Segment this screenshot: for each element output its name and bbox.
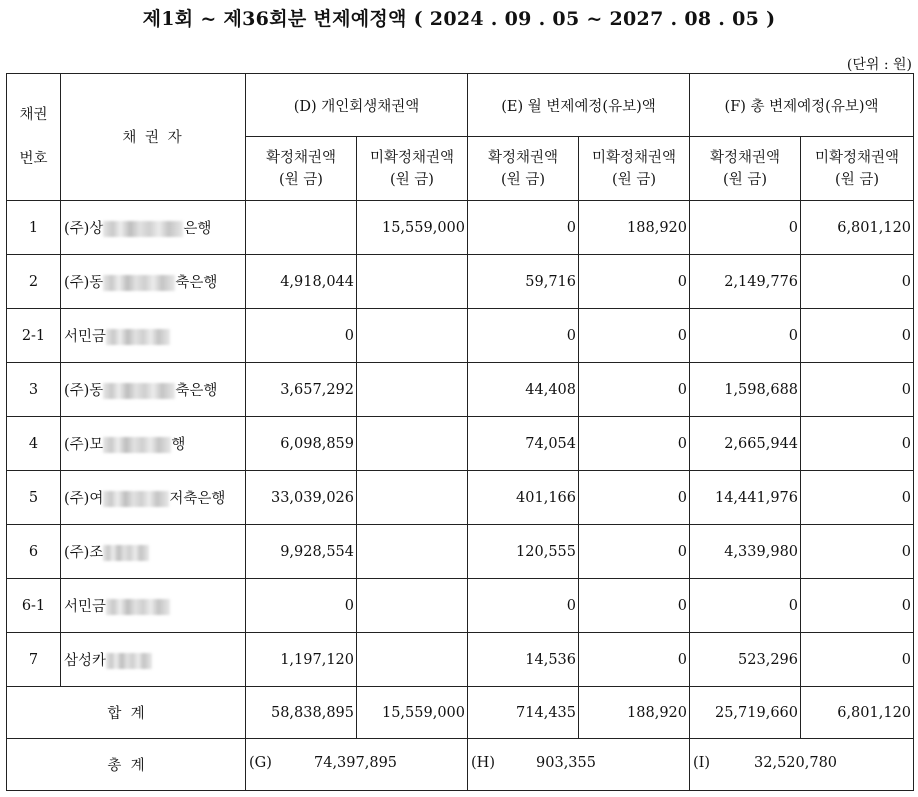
row-no: 7 — [7, 633, 61, 687]
header-group-f: (F) 총 변제예정(유보)액 — [690, 74, 914, 137]
cell-e-unconfirmed: 0 — [579, 579, 690, 633]
grand-total-label: 총 계 — [7, 739, 246, 791]
cell-e-unconfirmed: 0 — [579, 525, 690, 579]
redaction-mask — [103, 545, 149, 561]
row-creditor: (주)동 축은행 — [61, 363, 246, 417]
cell-e-unconfirmed: 0 — [579, 417, 690, 471]
cell-f-confirmed: 4,339,980 — [690, 525, 801, 579]
cell-f-confirmed: 2,149,776 — [690, 255, 801, 309]
cell-e-confirmed: 0 — [468, 201, 579, 255]
cell-d-confirmed: 4,918,044 — [246, 255, 357, 309]
header-f-unconfirmed: 미확정채권액 (원 금) — [801, 137, 914, 201]
cell-e-unconfirmed: 0 — [579, 471, 690, 525]
cell-d-unconfirmed: 15,559,000 — [357, 201, 468, 255]
grand-total-i — [690, 739, 914, 791]
subtotal-d-confirmed: 58,838,895 — [246, 687, 357, 739]
row-no: 1 — [7, 201, 61, 255]
row-creditor: (주)모 행 — [61, 417, 246, 471]
redaction-mask — [103, 275, 175, 291]
grand-total-h-value: 903,355 — [536, 755, 596, 771]
cell-d-unconfirmed — [357, 417, 468, 471]
grand-total-i-value: 32,520,780 — [754, 755, 838, 771]
cell-f-unconfirmed: 0 — [801, 255, 914, 309]
cell-e-unconfirmed: 0 — [579, 363, 690, 417]
row-creditor: (주)동 축은행 — [61, 255, 246, 309]
row-creditor: (주)상 은행 — [61, 201, 246, 255]
cell-d-confirmed: 3,657,292 — [246, 363, 357, 417]
page-title: 제1회 ~ 제36회분 변제예정액 ( 2024 . 09 . 05 ~ 2027 . 08 . 05 ) — [142, 8, 776, 30]
redaction-mask — [106, 653, 152, 669]
cell-e-confirmed: 401,166 — [468, 471, 579, 525]
cell-e-unconfirmed: 188,920 — [579, 201, 690, 255]
cell-d-confirmed: 0 — [246, 309, 357, 363]
subtotal-e-unconfirmed: 188,920 — [579, 687, 690, 739]
cell-d-unconfirmed — [357, 363, 468, 417]
cell-f-unconfirmed: 0 — [801, 579, 914, 633]
redaction-mask — [106, 599, 170, 615]
cell-f-confirmed: 2,665,944 — [690, 417, 801, 471]
redaction-mask — [103, 221, 183, 237]
row-creditor: (주)여 저축은행 — [61, 471, 246, 525]
redaction-mask — [103, 383, 175, 399]
cell-f-confirmed: 0 — [690, 201, 801, 255]
grand-total-h — [468, 739, 690, 791]
cell-e-confirmed: 44,408 — [468, 363, 579, 417]
table-row — [7, 309, 914, 363]
table-row — [7, 417, 914, 471]
cell-e-confirmed: 120,555 — [468, 525, 579, 579]
redaction-mask — [106, 329, 170, 345]
cell-d-confirmed — [246, 201, 357, 255]
row-creditor: (주)조 — [61, 525, 246, 579]
repayment-table — [6, 73, 914, 791]
row-no: 4 — [7, 417, 61, 471]
cell-e-confirmed: 74,054 — [468, 417, 579, 471]
cell-f-confirmed: 0 — [690, 309, 801, 363]
row-no: 6-1 — [7, 579, 61, 633]
row-no: 2 — [7, 255, 61, 309]
cell-d-confirmed: 0 — [246, 579, 357, 633]
cell-f-unconfirmed: 0 — [801, 309, 914, 363]
header-d-unconfirmed: 미확정채권액 (원 금) — [357, 137, 468, 201]
cell-f-confirmed: 1,598,688 — [690, 363, 801, 417]
cell-f-unconfirmed: 0 — [801, 363, 914, 417]
row-no: 2-1 — [7, 309, 61, 363]
header-e-confirmed: 확정채권액 (원 금) — [468, 137, 579, 201]
table-row — [7, 471, 914, 525]
cell-e-confirmed: 0 — [468, 309, 579, 363]
table-row — [7, 363, 914, 417]
cell-e-unconfirmed: 0 — [579, 633, 690, 687]
redaction-mask — [103, 437, 171, 453]
subtotal-f-confirmed: 25,719,660 — [690, 687, 801, 739]
grand-total-row — [7, 739, 914, 791]
redaction-mask — [103, 491, 169, 507]
cell-d-confirmed: 1,197,120 — [246, 633, 357, 687]
cell-d-unconfirmed — [357, 525, 468, 579]
header-f-confirmed: 확정채권액 (원 금) — [690, 137, 801, 201]
subtotal-e-confirmed: 714,435 — [468, 687, 579, 739]
header-e-unconfirmed: 미확정채권액 (원 금) — [579, 137, 690, 201]
table-row — [7, 255, 914, 309]
cell-f-unconfirmed: 0 — [801, 417, 914, 471]
cell-d-confirmed: 6,098,859 — [246, 417, 357, 471]
cell-f-unconfirmed: 6,801,120 — [801, 201, 914, 255]
row-creditor: 삼성카 — [61, 633, 246, 687]
cell-d-unconfirmed — [357, 579, 468, 633]
header-no-line2: 번호 — [19, 151, 48, 167]
cell-e-unconfirmed: 0 — [579, 309, 690, 363]
cell-e-confirmed: 59,716 — [468, 255, 579, 309]
cell-d-unconfirmed — [357, 255, 468, 309]
cell-e-confirmed: 0 — [468, 579, 579, 633]
header-creditor-no — [7, 74, 61, 201]
table-row — [7, 579, 914, 633]
grand-total-i-label: (I) — [693, 755, 711, 771]
cell-f-unconfirmed: 0 — [801, 525, 914, 579]
cell-d-unconfirmed — [357, 309, 468, 363]
row-creditor: 서민금 — [61, 579, 246, 633]
header-creditor: 채 권 자 — [61, 74, 246, 201]
cell-d-confirmed: 33,039,026 — [246, 471, 357, 525]
cell-e-unconfirmed: 0 — [579, 255, 690, 309]
cell-f-confirmed: 523,296 — [690, 633, 801, 687]
row-creditor: 서민금 — [61, 309, 246, 363]
grand-total-g-value: 74,397,895 — [314, 755, 398, 771]
subtotal-d-unconfirmed: 15,559,000 — [357, 687, 468, 739]
cell-f-unconfirmed: 0 — [801, 471, 914, 525]
header-row-top — [7, 74, 914, 137]
table-row — [7, 201, 914, 255]
table-row — [7, 633, 914, 687]
header-no-line1: 채권 — [19, 107, 48, 123]
cell-f-unconfirmed: 0 — [801, 633, 914, 687]
cell-d-unconfirmed — [357, 471, 468, 525]
unit-label: (단위 : 원) — [846, 57, 912, 73]
cell-e-confirmed: 14,536 — [468, 633, 579, 687]
header-group-d: (D) 개인회생채권액 — [246, 74, 468, 137]
table-row — [7, 525, 914, 579]
header-group-e: (E) 월 변제예정(유보)액 — [468, 74, 690, 137]
grand-total-g — [246, 739, 468, 791]
cell-d-unconfirmed — [357, 633, 468, 687]
subtotal-f-unconfirmed: 6,801,120 — [801, 687, 914, 739]
row-no: 5 — [7, 471, 61, 525]
grand-total-g-label: (G) — [249, 755, 272, 771]
cell-d-confirmed: 9,928,554 — [246, 525, 357, 579]
row-no: 3 — [7, 363, 61, 417]
subtotal-label: 합 계 — [7, 687, 246, 739]
row-no: 6 — [7, 525, 61, 579]
subtotal-row — [7, 687, 914, 739]
cell-f-confirmed: 14,441,976 — [690, 471, 801, 525]
cell-f-confirmed: 0 — [690, 579, 801, 633]
header-d-confirmed: 확정채권액 (원 금) — [246, 137, 357, 201]
grand-total-h-label: (H) — [471, 755, 495, 771]
